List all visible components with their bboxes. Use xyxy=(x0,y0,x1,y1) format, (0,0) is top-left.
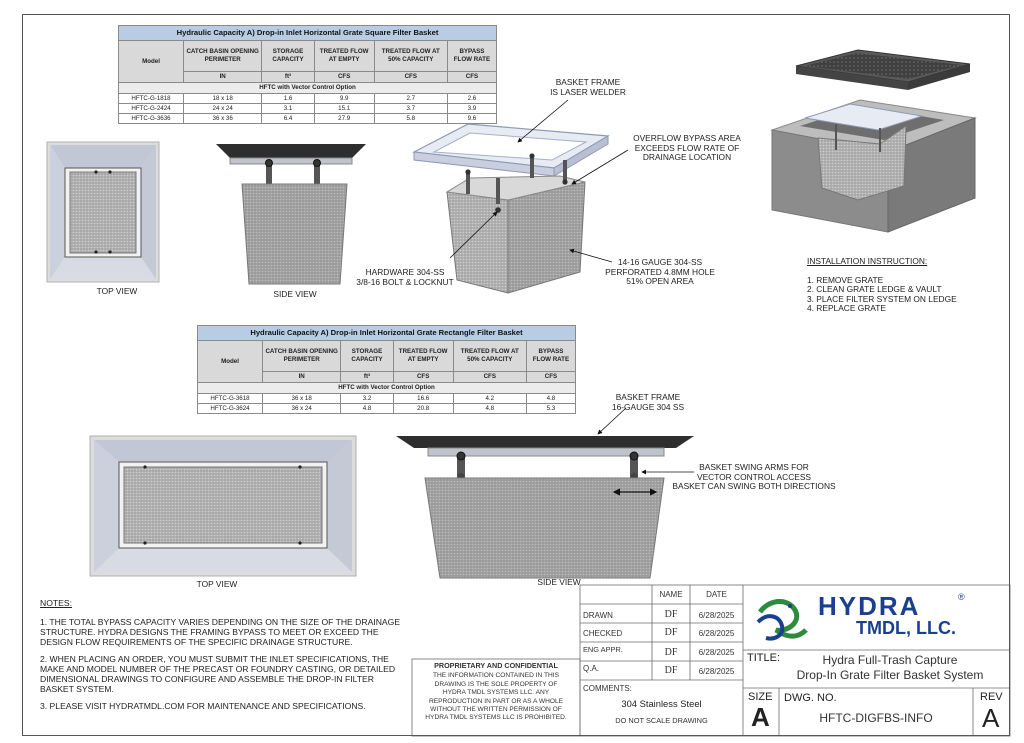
dwg-no-value: HFTC-DIGFBS-INFO xyxy=(819,711,933,725)
install-step: 4. REPLACE GRATE xyxy=(807,303,886,313)
proprietary-line: HYDRA TMDL SYSTEMS LLC. ANY xyxy=(442,689,550,697)
callout-line: 14-16 GAUGE 304-SS xyxy=(617,257,703,267)
cell: 4.2 xyxy=(453,394,526,404)
table-row xyxy=(198,394,576,404)
size-value: A xyxy=(751,702,770,732)
cell: 24 x 24 xyxy=(184,104,262,114)
drawing-title-line: Hydra Full-Trash Capture xyxy=(822,653,958,667)
proprietary-line: WITHOUT THE WRITTEN PERMISSION OF xyxy=(430,706,562,714)
cell: 2.6 xyxy=(447,94,496,104)
cell: HFTC-G-1818 xyxy=(119,94,184,104)
callout-line: OVERFLOW BYPASS AREA xyxy=(633,133,741,143)
date-drawn: 6/28/2025 xyxy=(698,611,735,620)
cell: 9.6 xyxy=(447,114,496,124)
rev-value: A xyxy=(982,703,1000,733)
hydraulic-table-rectangle xyxy=(197,325,576,414)
col-header: TREATED FLOW AT 50% CAPACITY xyxy=(374,41,447,72)
proprietary-notice xyxy=(414,662,578,723)
cell: 3.7 xyxy=(374,104,447,114)
unit-cell: CFS xyxy=(526,372,575,383)
logo-tmdl-text: TMDL, LLC. xyxy=(856,618,956,638)
cell: 9.9 xyxy=(314,94,374,104)
install-title: INSTALLATION INSTRUCTION: xyxy=(807,256,928,266)
cell: 5.8 xyxy=(374,114,447,124)
name-drawn: DF xyxy=(664,609,678,620)
callout-line: BASKET SWING ARMS FOR xyxy=(699,462,809,472)
install-step: 1. REMOVE GRATE xyxy=(807,274,884,285)
no-scale-note: DO NOT SCALE DRAWING xyxy=(615,716,708,725)
col-header: STORAGE CAPACITY xyxy=(341,341,393,372)
col-header-model: Model xyxy=(119,41,184,83)
note-item: 1. THE TOTAL BYPASS CAPACITY VARIES DEPENDING ON THE SIZE OF THE DRAINAGE STRUCTURE. HYDRA DESIGNS THE FRAMING BYPASS TO MEET OR EXCEED THE DESIGN FLOW REQUIREMENTS OF THE SPECIFIC DRAINAGE STRUCTURE. xyxy=(40,617,401,647)
date-qa: 6/28/2025 xyxy=(698,667,735,676)
install-step: 3. PLACE FILTER SYSTEM ON LEDGE xyxy=(807,293,957,304)
material-note: 304 Stainless Steel xyxy=(621,698,702,709)
col-header: TREATED FLOW AT EMPTY xyxy=(314,41,374,72)
cell: HFTC-G-3624 xyxy=(198,404,263,414)
role-drawn: DRAWN xyxy=(583,611,613,620)
callout-gauge xyxy=(595,258,725,287)
callout-basket-frame xyxy=(528,78,648,97)
cell: HFTC-G-3618 xyxy=(198,394,263,404)
col-header: TREATED FLOW AT EMPTY xyxy=(393,341,453,372)
unit-cell: IN xyxy=(184,72,262,83)
cell: 5.3 xyxy=(526,404,575,414)
top-view-label: TOP VIEW xyxy=(96,286,138,296)
cell: 3.2 xyxy=(341,394,393,404)
group-row: HFTC with Vector Control Option xyxy=(119,83,497,94)
note-item: 3. PLEASE VISIT HYDRATMDL.COM FOR MAINTENANCE AND SPECIFICATIONS. xyxy=(40,701,366,711)
callout-overflow-bypass xyxy=(612,134,762,163)
comments-label: COMMENTS: xyxy=(583,684,632,693)
col-header: BYPASS FLOW RATE xyxy=(447,41,496,72)
table-row xyxy=(119,94,497,104)
side-view-label: SIDE VIEW xyxy=(273,289,317,299)
rev-label: REV xyxy=(980,691,1003,703)
table-title: Hydraulic Capacity A) Drop-in Inlet Horizontal Grate Rectangle Filter Basket xyxy=(198,326,576,341)
unit-cell: CFS xyxy=(453,372,526,383)
cell: 2.7 xyxy=(374,94,447,104)
top-view-label-2: TOP VIEW xyxy=(196,579,238,589)
col-header: CATCH BASIN OPENING PERIMETER xyxy=(184,41,262,72)
name-qa: DF xyxy=(664,665,678,676)
role-eng-appr: ENG APPR. xyxy=(583,645,623,654)
proprietary-line: REPRODUCTION IN PART OR AS A WHOLE xyxy=(428,697,564,705)
proprietary-line: HYDRA TMDL SYSTEMS LLC IS PROHIBITED. xyxy=(425,714,567,722)
unit-cell: CFS xyxy=(374,72,447,83)
proprietary-line: DRAWING IS THE SOLE PROPERTY OF xyxy=(434,680,558,688)
callout-swing-arms xyxy=(664,463,844,492)
unit-cell: ft³ xyxy=(262,72,314,83)
size-label: SIZE xyxy=(748,691,773,703)
table-title: Hydraulic Capacity A) Drop-in Inlet Horizontal Grate Square Filter Basket xyxy=(119,26,497,41)
callout-basket-frame-2 xyxy=(598,393,698,412)
col-name-header: NAME xyxy=(659,590,683,599)
table-row xyxy=(119,114,497,124)
cell: 4.8 xyxy=(453,404,526,414)
callout-line: BASKET FRAME xyxy=(615,392,681,402)
callout-line: IS LASER WELDER xyxy=(550,86,626,97)
drawing-title xyxy=(775,653,1005,683)
cell: HFTC-G-3636 xyxy=(119,114,184,124)
cell: 1.6 xyxy=(262,94,314,104)
name-checked: DF xyxy=(664,627,678,638)
unit-cell: CFS xyxy=(314,72,374,83)
callout-line: 16-GAUGE 304 SS xyxy=(611,401,685,412)
cell: 4.8 xyxy=(341,404,393,414)
date-eng-appr: 6/28/2025 xyxy=(698,648,735,657)
dwg-no-label: DWG. NO. xyxy=(784,692,837,704)
hydraulic-table-square xyxy=(118,25,497,124)
callout-line: VECTOR CONTROL ACCESS xyxy=(696,471,811,482)
cell: 36 x 36 xyxy=(184,114,262,124)
cell: 27.9 xyxy=(314,114,374,124)
proprietary-line: THE INFORMATION CONTAINED IN THIS xyxy=(432,672,559,680)
cell: 3.1 xyxy=(262,104,314,114)
notes-block xyxy=(40,598,410,718)
cell: HFTC-G-2424 xyxy=(119,104,184,114)
cell: 6.4 xyxy=(262,114,314,124)
drawing-title-line: Drop-In Grate Filter Basket System xyxy=(796,668,984,682)
col-header-model: Model xyxy=(198,341,263,383)
cell: 36 x 24 xyxy=(263,404,341,414)
callout-line: 51% OPEN AREA xyxy=(626,276,694,286)
name-eng-appr: DF xyxy=(664,647,678,658)
proprietary-title: PROPRIETARY AND CONFIDENTIAL xyxy=(434,661,558,670)
callout-line: EXCEEDS FLOW RATE OF xyxy=(634,142,740,153)
logo-registered-mark: ® xyxy=(958,592,965,602)
callout-hardware xyxy=(345,268,465,287)
unit-cell: CFS xyxy=(393,372,453,383)
date-checked: 6/28/2025 xyxy=(698,629,735,638)
cell: 3.9 xyxy=(447,104,496,114)
cell: 36 x 18 xyxy=(263,394,341,404)
callout-line: DRAINAGE LOCATION xyxy=(642,152,732,162)
group-row: HFTC with Vector Control Option xyxy=(198,383,576,394)
callout-line: PERFORATED 4.8MM HOLE xyxy=(605,266,715,277)
table-row xyxy=(198,404,576,414)
callout-line: HARDWARE 304-SS xyxy=(365,267,445,277)
callout-line: BASKET FRAME xyxy=(555,77,621,87)
install-step: 2. CLEAN GRATE LEDGE & VAULT xyxy=(807,284,942,294)
table-row xyxy=(119,104,497,114)
side-view-label-2: SIDE VIEW xyxy=(537,577,581,587)
note-item: 2. WHEN PLACING AN ORDER, YOU MUST SUBMIT THE INLET SPECIFICATIONS, THE MAKE AND MODEL NUMBER OF THE PRECAST OR FOUNDRY CASTING, OR DETAILED DIMENSIONAL DRAWINGS TO CONFIGURE AND ASSEMBLE THE DROP-IN FILTER BASKET SYSTEM. xyxy=(40,654,396,694)
unit-cell: IN xyxy=(263,372,341,383)
col-header: TREATED FLOW AT 50% CAPACITY xyxy=(453,341,526,372)
callout-line: BASKET CAN SWING BOTH DIRECTIONS xyxy=(672,481,836,491)
unit-cell: CFS xyxy=(447,72,496,83)
col-date-header: DATE xyxy=(706,590,727,599)
cell: 15.1 xyxy=(314,104,374,114)
col-header: BYPASS FLOW RATE xyxy=(526,341,575,372)
installation-instructions xyxy=(807,257,987,314)
logo-hydra-text: HYDRA xyxy=(818,591,921,621)
unit-cell: ft³ xyxy=(341,372,393,383)
cell: 18 x 18 xyxy=(184,94,262,104)
role-qa: Q.A. xyxy=(583,664,600,673)
cell: 4.8 xyxy=(526,394,575,404)
notes-title: NOTES: xyxy=(40,598,72,608)
title-label: TITLE: xyxy=(747,652,781,664)
col-header: CATCH BASIN OPENING PERIMETER xyxy=(263,341,341,372)
cell: 20.8 xyxy=(393,404,453,414)
callout-line: 3/8-16 BOLT & LOCKNUT xyxy=(356,276,454,287)
col-header: STORAGE CAPACITY xyxy=(262,41,314,72)
cell: 16.6 xyxy=(393,394,453,404)
role-checked: CHECKED xyxy=(583,629,623,638)
